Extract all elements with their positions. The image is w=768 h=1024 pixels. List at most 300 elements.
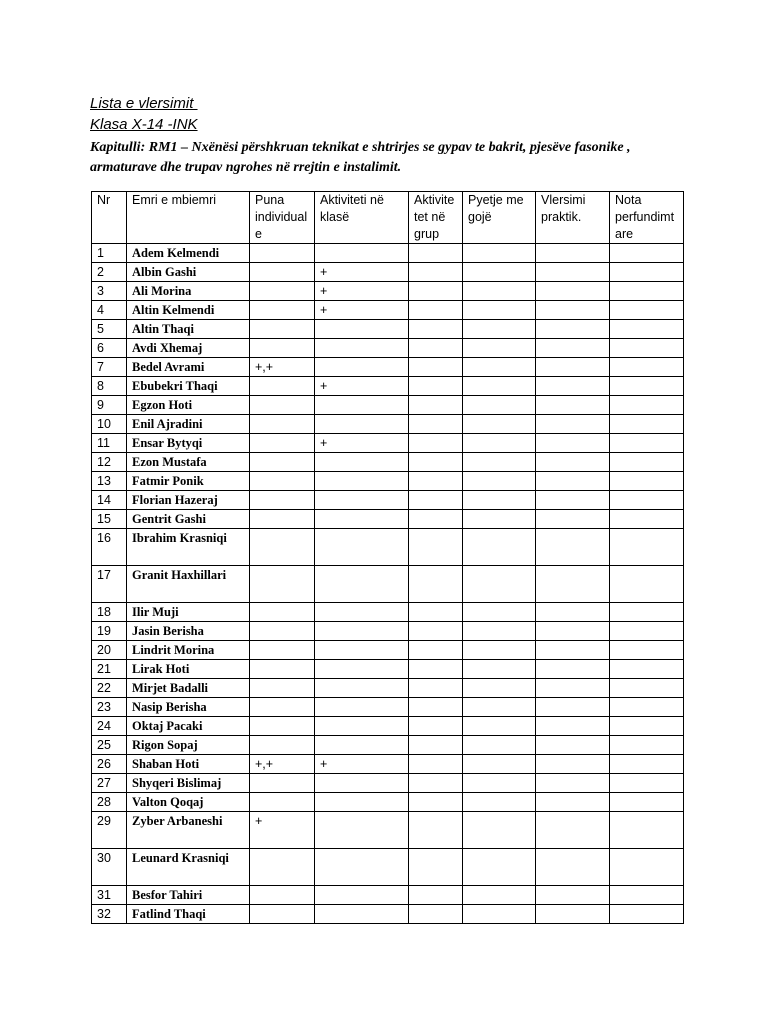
practical-grade-cell (536, 641, 610, 660)
practical-grade-cell (536, 491, 610, 510)
row-number: 23 (92, 698, 127, 717)
oral-questions-cell (463, 301, 536, 320)
class-activity-cell (315, 660, 409, 679)
student-name: Shyqeri Bislimaj (127, 774, 250, 793)
row-number: 26 (92, 755, 127, 774)
student-name: Fatmir Ponik (127, 472, 250, 491)
practical-grade-cell (536, 886, 610, 905)
table-row (92, 905, 684, 924)
final-grade-cell (610, 793, 684, 812)
final-grade-cell (610, 812, 684, 849)
grades-table (91, 191, 684, 924)
individual-work-cell (250, 282, 315, 301)
oral-questions-cell (463, 905, 536, 924)
row-number: 27 (92, 774, 127, 793)
practical-grade-cell (536, 793, 610, 812)
oral-questions-cell (463, 510, 536, 529)
individual-work-cell (250, 641, 315, 660)
class-activity-cell (315, 641, 409, 660)
practical-grade-cell (536, 679, 610, 698)
table-row (92, 529, 684, 566)
group-activity-cell (409, 339, 463, 358)
document-title: Lista e vlersimit (90, 95, 198, 112)
practical-grade-cell (536, 603, 610, 622)
class-activity-cell (315, 566, 409, 603)
student-name: Ezon Mustafa (127, 453, 250, 472)
final-grade-cell (610, 755, 684, 774)
table-row (92, 886, 684, 905)
table-row (92, 603, 684, 622)
final-grade-cell (610, 301, 684, 320)
practical-grade-cell (536, 415, 610, 434)
row-number: 21 (92, 660, 127, 679)
group-activity-cell (409, 698, 463, 717)
class-activity-cell (315, 679, 409, 698)
student-name: Albin Gashi (127, 263, 250, 282)
final-grade-cell (610, 320, 684, 339)
group-activity-cell (409, 679, 463, 698)
group-activity-cell (409, 622, 463, 641)
class-activity-cell: + (315, 263, 409, 282)
row-number: 11 (92, 434, 127, 453)
practical-grade-cell (536, 736, 610, 755)
individual-work-cell: + (250, 812, 315, 849)
class-activity-cell (315, 849, 409, 886)
group-activity-cell (409, 320, 463, 339)
row-number: 7 (92, 358, 127, 377)
oral-questions-cell (463, 566, 536, 603)
row-number: 12 (92, 453, 127, 472)
oral-questions-cell (463, 698, 536, 717)
student-name: Gentrit Gashi (127, 510, 250, 529)
practical-grade-cell (536, 434, 610, 453)
table-header-row (92, 192, 684, 244)
student-name: Altin Thaqi (127, 320, 250, 339)
group-activity-cell (409, 358, 463, 377)
column-header-practical-grade: Vlersimi praktik. (536, 192, 610, 244)
group-activity-cell (409, 849, 463, 886)
class-title: Klasa X-14 -INK (90, 116, 198, 133)
oral-questions-cell (463, 755, 536, 774)
table-row (92, 320, 684, 339)
group-activity-cell (409, 263, 463, 282)
table-row (92, 377, 684, 396)
class-activity-cell (315, 510, 409, 529)
student-name: Jasin Berisha (127, 622, 250, 641)
oral-questions-cell (463, 793, 536, 812)
student-name: Nasip Berisha (127, 698, 250, 717)
class-activity-cell (315, 453, 409, 472)
group-activity-cell (409, 434, 463, 453)
table-row (92, 774, 684, 793)
row-number: 13 (92, 472, 127, 491)
final-grade-cell (610, 529, 684, 566)
practical-grade-cell (536, 566, 610, 603)
table-row (92, 736, 684, 755)
student-name: Fatlind Thaqi (127, 905, 250, 924)
group-activity-cell (409, 282, 463, 301)
individual-work-cell (250, 622, 315, 641)
practical-grade-cell (536, 717, 610, 736)
group-activity-cell (409, 415, 463, 434)
final-grade-cell (610, 736, 684, 755)
individual-work-cell (250, 320, 315, 339)
oral-questions-cell (463, 641, 536, 660)
oral-questions-cell (463, 886, 536, 905)
student-name: Lirak Hoti (127, 660, 250, 679)
class-activity-cell (315, 358, 409, 377)
student-name: Mirjet Badalli (127, 679, 250, 698)
row-number: 30 (92, 849, 127, 886)
oral-questions-cell (463, 339, 536, 358)
student-name: Zyber Arbaneshi (127, 812, 250, 849)
practical-grade-cell (536, 755, 610, 774)
table-row (92, 263, 684, 282)
individual-work-cell (250, 566, 315, 603)
final-grade-cell (610, 641, 684, 660)
class-activity-cell (315, 603, 409, 622)
individual-work-cell (250, 717, 315, 736)
row-number: 17 (92, 566, 127, 603)
table-row (92, 415, 684, 434)
class-activity-cell (315, 415, 409, 434)
practical-grade-cell (536, 301, 610, 320)
group-activity-cell (409, 641, 463, 660)
row-number: 1 (92, 244, 127, 263)
final-grade-cell (610, 244, 684, 263)
row-number: 32 (92, 905, 127, 924)
oral-questions-cell (463, 320, 536, 339)
final-grade-cell (610, 717, 684, 736)
student-name: Ibrahim Krasniqi (127, 529, 250, 566)
group-activity-cell (409, 886, 463, 905)
row-number: 22 (92, 679, 127, 698)
oral-questions-cell (463, 244, 536, 263)
table-row (92, 472, 684, 491)
class-activity-cell: + (315, 434, 409, 453)
oral-questions-cell (463, 491, 536, 510)
class-activity-cell (315, 736, 409, 755)
individual-work-cell (250, 529, 315, 566)
table-row (92, 622, 684, 641)
oral-questions-cell (463, 415, 536, 434)
final-grade-cell (610, 886, 684, 905)
group-activity-cell (409, 244, 463, 263)
grades-table-body (92, 244, 684, 924)
table-row (92, 698, 684, 717)
oral-questions-cell (463, 396, 536, 415)
practical-grade-cell (536, 244, 610, 263)
student-name: Leunard Krasniqi (127, 849, 250, 886)
practical-grade-cell (536, 472, 610, 491)
group-activity-cell (409, 301, 463, 320)
column-header-group-activity: Aktivite tet në grup (409, 192, 463, 244)
individual-work-cell: +,+ (250, 358, 315, 377)
column-header-oral-questions: Pyetje me gojë (463, 192, 536, 244)
individual-work-cell (250, 698, 315, 717)
class-activity-cell: + (315, 755, 409, 774)
final-grade-cell (610, 622, 684, 641)
class-activity-cell (315, 396, 409, 415)
practical-grade-cell (536, 396, 610, 415)
final-grade-cell (610, 849, 684, 886)
individual-work-cell (250, 434, 315, 453)
practical-grade-cell (536, 358, 610, 377)
class-activity-cell (315, 905, 409, 924)
student-name: Valton Qoqaj (127, 793, 250, 812)
row-number: 4 (92, 301, 127, 320)
row-number: 15 (92, 510, 127, 529)
table-row (92, 660, 684, 679)
final-grade-cell (610, 774, 684, 793)
oral-questions-cell (463, 358, 536, 377)
student-name: Oktaj Pacaki (127, 717, 250, 736)
oral-questions-cell (463, 679, 536, 698)
final-grade-cell (610, 377, 684, 396)
class-activity-cell (315, 622, 409, 641)
individual-work-cell (250, 603, 315, 622)
group-activity-cell (409, 793, 463, 812)
oral-questions-cell (463, 529, 536, 566)
row-number: 25 (92, 736, 127, 755)
student-name: Enil Ajradini (127, 415, 250, 434)
row-number: 28 (92, 793, 127, 812)
student-name: Bedel Avrami (127, 358, 250, 377)
column-header-nr: Nr (92, 192, 127, 244)
individual-work-cell (250, 510, 315, 529)
final-grade-cell (610, 415, 684, 434)
table-row (92, 453, 684, 472)
individual-work-cell (250, 339, 315, 358)
group-activity-cell (409, 529, 463, 566)
table-row (92, 510, 684, 529)
final-grade-cell (610, 453, 684, 472)
individual-work-cell (250, 793, 315, 812)
row-number: 10 (92, 415, 127, 434)
individual-work-cell (250, 905, 315, 924)
group-activity-cell (409, 755, 463, 774)
individual-work-cell (250, 849, 315, 886)
final-grade-cell (610, 566, 684, 603)
individual-work-cell (250, 679, 315, 698)
individual-work-cell: +,+ (250, 755, 315, 774)
practical-grade-cell (536, 849, 610, 886)
group-activity-cell (409, 396, 463, 415)
oral-questions-cell (463, 282, 536, 301)
class-activity-cell: + (315, 282, 409, 301)
individual-work-cell (250, 886, 315, 905)
row-number: 9 (92, 396, 127, 415)
class-activity-cell (315, 491, 409, 510)
student-name: Ali Morina (127, 282, 250, 301)
class-activity-cell (315, 698, 409, 717)
final-grade-cell (610, 679, 684, 698)
row-number: 20 (92, 641, 127, 660)
final-grade-cell (610, 263, 684, 282)
row-number: 5 (92, 320, 127, 339)
table-row (92, 358, 684, 377)
table-row (92, 282, 684, 301)
practical-grade-cell (536, 529, 610, 566)
group-activity-cell (409, 510, 463, 529)
individual-work-cell (250, 491, 315, 510)
oral-questions-cell (463, 263, 536, 282)
individual-work-cell (250, 660, 315, 679)
table-row (92, 755, 684, 774)
individual-work-cell (250, 472, 315, 491)
practical-grade-cell (536, 510, 610, 529)
individual-work-cell (250, 396, 315, 415)
oral-questions-cell (463, 434, 536, 453)
class-activity-cell (315, 774, 409, 793)
group-activity-cell (409, 377, 463, 396)
practical-grade-cell (536, 339, 610, 358)
student-name: Rigon Sopaj (127, 736, 250, 755)
class-activity-cell (315, 529, 409, 566)
student-name: Adem Kelmendi (127, 244, 250, 263)
practical-grade-cell (536, 905, 610, 924)
final-grade-cell (610, 603, 684, 622)
practical-grade-cell (536, 453, 610, 472)
table-row (92, 301, 684, 320)
final-grade-cell (610, 660, 684, 679)
final-grade-cell (610, 698, 684, 717)
oral-questions-cell (463, 472, 536, 491)
student-name: Granit Haxhillari (127, 566, 250, 603)
row-number: 16 (92, 529, 127, 566)
student-name: Ebubekri Thaqi (127, 377, 250, 396)
group-activity-cell (409, 603, 463, 622)
final-grade-cell (610, 282, 684, 301)
final-grade-cell (610, 510, 684, 529)
class-activity-cell (315, 886, 409, 905)
final-grade-cell (610, 905, 684, 924)
group-activity-cell (409, 905, 463, 924)
student-name: Florian Hazeraj (127, 491, 250, 510)
practical-grade-cell (536, 377, 610, 396)
class-activity-cell (315, 472, 409, 491)
column-header-class-activity: Aktiviteti në klasë (315, 192, 409, 244)
row-number: 3 (92, 282, 127, 301)
oral-questions-cell (463, 774, 536, 793)
oral-questions-cell (463, 453, 536, 472)
class-activity-cell (315, 339, 409, 358)
group-activity-cell (409, 453, 463, 472)
group-activity-cell (409, 774, 463, 793)
table-row (92, 717, 684, 736)
row-number: 14 (92, 491, 127, 510)
column-header-individual-work: Puna individual e (250, 192, 315, 244)
column-header-final-grade: Nota perfundimt are (610, 192, 684, 244)
practical-grade-cell (536, 622, 610, 641)
individual-work-cell (250, 377, 315, 396)
group-activity-cell (409, 717, 463, 736)
individual-work-cell (250, 774, 315, 793)
oral-questions-cell (463, 812, 536, 849)
row-number: 29 (92, 812, 127, 849)
row-number: 24 (92, 717, 127, 736)
table-row (92, 849, 684, 886)
practical-grade-cell (536, 320, 610, 339)
final-grade-cell (610, 491, 684, 510)
student-name: Ensar Bytyqi (127, 434, 250, 453)
class-activity-cell (315, 812, 409, 849)
practical-grade-cell (536, 263, 610, 282)
student-name: Egzon Hoti (127, 396, 250, 415)
individual-work-cell (250, 301, 315, 320)
practical-grade-cell (536, 812, 610, 849)
group-activity-cell (409, 566, 463, 603)
oral-questions-cell (463, 622, 536, 641)
table-row (92, 641, 684, 660)
final-grade-cell (610, 396, 684, 415)
oral-questions-cell (463, 660, 536, 679)
practical-grade-cell (536, 660, 610, 679)
student-name: Shaban Hoti (127, 755, 250, 774)
student-name: Lindrit Morina (127, 641, 250, 660)
final-grade-cell (610, 434, 684, 453)
final-grade-cell (610, 358, 684, 377)
final-grade-cell (610, 472, 684, 491)
table-row (92, 793, 684, 812)
practical-grade-cell (536, 282, 610, 301)
row-number: 31 (92, 886, 127, 905)
practical-grade-cell (536, 698, 610, 717)
individual-work-cell (250, 263, 315, 282)
oral-questions-cell (463, 736, 536, 755)
table-row (92, 434, 684, 453)
table-row (92, 396, 684, 415)
student-name: Avdi Xhemaj (127, 339, 250, 358)
student-name: Besfor Tahiri (127, 886, 250, 905)
table-row (92, 339, 684, 358)
class-activity-cell (315, 244, 409, 263)
row-number: 8 (92, 377, 127, 396)
individual-work-cell (250, 453, 315, 472)
class-activity-cell (315, 320, 409, 339)
individual-work-cell (250, 244, 315, 263)
oral-questions-cell (463, 717, 536, 736)
practical-grade-cell (536, 774, 610, 793)
oral-questions-cell (463, 603, 536, 622)
individual-work-cell (250, 415, 315, 434)
row-number: 18 (92, 603, 127, 622)
individual-work-cell (250, 736, 315, 755)
group-activity-cell (409, 812, 463, 849)
table-row (92, 679, 684, 698)
chapter-description: Kapitulli: RM1 – Nxënësi përshkruan teknikat e shtrirjes se gypav te bakrit, pjesëve fasonike , armaturave dhe trupav ngrohes në rrejtin e instalimit. (90, 140, 631, 175)
oral-questions-cell (463, 377, 536, 396)
student-name: Altin Kelmendi (127, 301, 250, 320)
table-row (92, 244, 684, 263)
student-name: Ilir Muji (127, 603, 250, 622)
column-header-name: Emri e mbiemri (127, 192, 250, 244)
class-activity-cell (315, 717, 409, 736)
final-grade-cell (610, 339, 684, 358)
table-row (92, 812, 684, 849)
oral-questions-cell (463, 849, 536, 886)
group-activity-cell (409, 472, 463, 491)
table-row (92, 491, 684, 510)
class-activity-cell: + (315, 377, 409, 396)
row-number: 6 (92, 339, 127, 358)
class-activity-cell: + (315, 301, 409, 320)
table-row (92, 566, 684, 603)
row-number: 19 (92, 622, 127, 641)
group-activity-cell (409, 736, 463, 755)
group-activity-cell (409, 660, 463, 679)
group-activity-cell (409, 491, 463, 510)
